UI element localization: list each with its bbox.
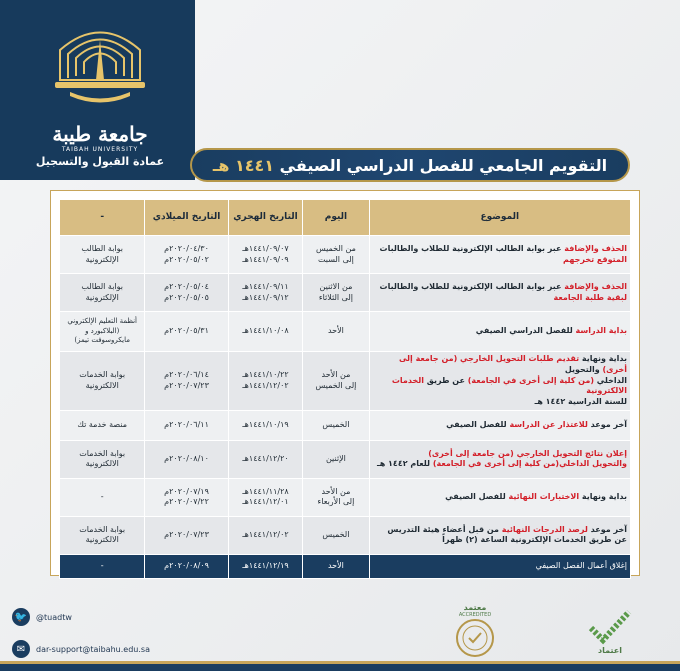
row-day: من الاثنين إلى الثلاثاء xyxy=(303,274,369,312)
row-hijri: ١٤٤١/١٠/٢٢هـ ١٤٤١/١٢/٠٢هـ xyxy=(228,352,303,411)
row-topic: إغلاق أعمال الفصل الصيفي xyxy=(369,554,630,578)
accredited-seal-icon xyxy=(455,618,495,658)
footer-navy-stripe xyxy=(0,664,680,671)
row-topic: آخر موعد لرصد الدرجات النهائية من قبل أعضاء هيئة التدريس عن طريق الخدمات الإلكترونية الساعة (٢) ظهراً xyxy=(369,516,630,554)
row-hijri: ١٤٤١/٠٩/٠٧هـ ١٤٤١/٠٩/٠٩هـ xyxy=(228,236,303,274)
row-day: من الأحد إلى الخميس xyxy=(303,352,369,411)
row-day: من الخميس إلى السبت xyxy=(303,236,369,274)
table-row xyxy=(60,440,631,478)
row-greg: ٢٠٢٠/٠٧/٢٣م xyxy=(145,516,228,554)
row-note: بوابة الخدمات الالكترونية xyxy=(60,440,145,478)
row-note: أنظمة التعليم الإلكتروني (البلاكبورد و مايكروسوفت تيمز) xyxy=(60,312,145,352)
row-note: بوابة الخدمات الالكترونية xyxy=(60,352,145,411)
row-greg: ٢٠٢٠/٠٨/١٠م xyxy=(145,440,228,478)
accredited-label-en: ACCREDITED xyxy=(458,611,492,618)
twitter-handle[interactable]: @tuadtw xyxy=(36,612,72,622)
etimad-label: اعتماد xyxy=(598,645,622,655)
row-day: الأحد xyxy=(303,312,369,352)
row-topic: بداية ونهاية الاختبارات النهائية للفصل الصيفي xyxy=(369,478,630,516)
row-hijri: ١٤٤١/١٢/١٩هـ xyxy=(228,554,303,578)
row-day: من الأحد إلى الأربعاء xyxy=(303,478,369,516)
header-topic: الموضوع xyxy=(369,200,630,236)
row-day: الإثنين xyxy=(303,440,369,478)
row-hijri: ١٤٤١/٠٩/١١هـ ١٤٤١/٠٩/١٢هـ xyxy=(228,274,303,312)
twitter-link[interactable] xyxy=(12,608,150,626)
row-note: - xyxy=(60,554,145,578)
support-email[interactable]: dar-support@taibahu.edu.sa xyxy=(36,644,150,654)
university-name-en: TAIBAH UNIVERSITY xyxy=(61,146,139,153)
row-day: الخميس xyxy=(303,516,369,554)
page-title-bar xyxy=(190,148,630,182)
accreditation-badges xyxy=(455,595,635,665)
row-note: بوابة الطالب الإلكترونية xyxy=(60,236,145,274)
calendar-card xyxy=(50,190,640,576)
twitter-icon: 🐦 xyxy=(12,608,30,626)
row-hijri: ١٤٤١/١٠/١٩هـ xyxy=(228,410,303,440)
title-year: ١٤٤١ هـ xyxy=(212,155,275,175)
row-topic: بداية ونهاية تقديم طلبات التحويل الخارجي (من جامعة إلى أخرى) والتحويل الداخلي (من كلية إلى أخرى في الجامعة) عن طريق الخدمات الالكترونية للسنة الدراسية ١٤٤٢ هـ xyxy=(369,352,630,411)
header-hijri: التاريخ الهجري xyxy=(228,200,303,236)
row-hijri: ١٤٤١/١١/٢٨هـ ١٤٤١/١٢/٠١هـ xyxy=(228,478,303,516)
row-topic: الحذف والإضافة عبر بوابة الطالب الإلكترونية للطلاب والطالبات لبقية طلبة الجامعة xyxy=(369,274,630,312)
taibah-logo-icon xyxy=(40,10,160,120)
title-main: التقويم الجامعي للفصل الدراسي الصيفي xyxy=(279,155,608,175)
row-topic: بداية الدراسة للفصل الدراسي الصيفي xyxy=(369,312,630,352)
row-topic: الحذف والإضافة عبر بوابة الطالب الإلكترونية للطلاب والطالبات المتوقع تخرجهم xyxy=(369,236,630,274)
email-link[interactable] xyxy=(12,640,150,658)
table-header-row xyxy=(60,200,631,236)
table-row xyxy=(60,554,631,578)
row-note: - xyxy=(60,478,145,516)
row-note: منصة خدمة تك xyxy=(60,410,145,440)
row-note: بوابة الطالب الإلكترونية xyxy=(60,274,145,312)
table-row xyxy=(60,236,631,274)
row-day: الأحد xyxy=(303,554,369,578)
university-logo xyxy=(25,10,175,175)
table-row xyxy=(60,410,631,440)
calendar-table xyxy=(59,199,631,579)
table-row xyxy=(60,312,631,352)
email-icon: ✉ xyxy=(12,640,30,658)
row-greg: ٢٠٢٠/٠٦/١١م xyxy=(145,410,228,440)
page-title xyxy=(213,156,607,175)
row-hijri: ١٤٤١/١٢/٠٢هـ xyxy=(228,516,303,554)
header-day: اليوم xyxy=(303,200,369,236)
table-row xyxy=(60,478,631,516)
table-row xyxy=(60,274,631,312)
header-note: - xyxy=(60,200,145,236)
row-greg: ٢٠٢٠/٠٥/٠٤م ٢٠٢٠/٠٥/٠٥م xyxy=(145,274,228,312)
university-name-ar: جامعة طيبة xyxy=(52,122,148,146)
row-hijri: ١٤٤١/١٢/٢٠هـ xyxy=(228,440,303,478)
table-row xyxy=(60,352,631,411)
deanship-name: عمادة القبول والتسجيل xyxy=(35,155,165,168)
accredited-label-ar: معتمد xyxy=(463,602,487,612)
row-hijri: ١٤٤١/١٠/٠٨هـ xyxy=(228,312,303,352)
row-topic: آخر موعد للاعتذار عن الدراسة للفصل الصيفي xyxy=(369,410,630,440)
header-greg: التاريخ الميلادي xyxy=(145,200,228,236)
row-greg: ٢٠٢٠/٠٦/١٤م ٢٠٢٠/٠٧/٢٣م xyxy=(145,352,228,411)
etimad-check-icon xyxy=(585,606,635,646)
etimad-badge xyxy=(585,606,635,655)
row-topic: إعلان نتائج التحويل الخارجي (من جامعة إلى أخرى) والتحويل الداخلي(من كلية إلى أخرى في الجامعة) للعام ١٤٤٢ هـ xyxy=(369,440,630,478)
row-greg: ٢٠٢٠/٠٥/٣١م xyxy=(145,312,228,352)
row-greg: ٢٠٢٠/٠٤/٣٠م ٢٠٢٠/٠٥/٠٢م xyxy=(145,236,228,274)
row-greg: ٢٠٢٠/٠٨/٠٩م xyxy=(145,554,228,578)
row-greg: ٢٠٢٠/٠٧/١٩م ٢٠٢٠/٠٧/٢٢م xyxy=(145,478,228,516)
table-row xyxy=(60,516,631,554)
row-day: الخميس xyxy=(303,410,369,440)
accredited-badge xyxy=(455,603,495,658)
row-note: بوابة الخدمات الالكترونية xyxy=(60,516,145,554)
